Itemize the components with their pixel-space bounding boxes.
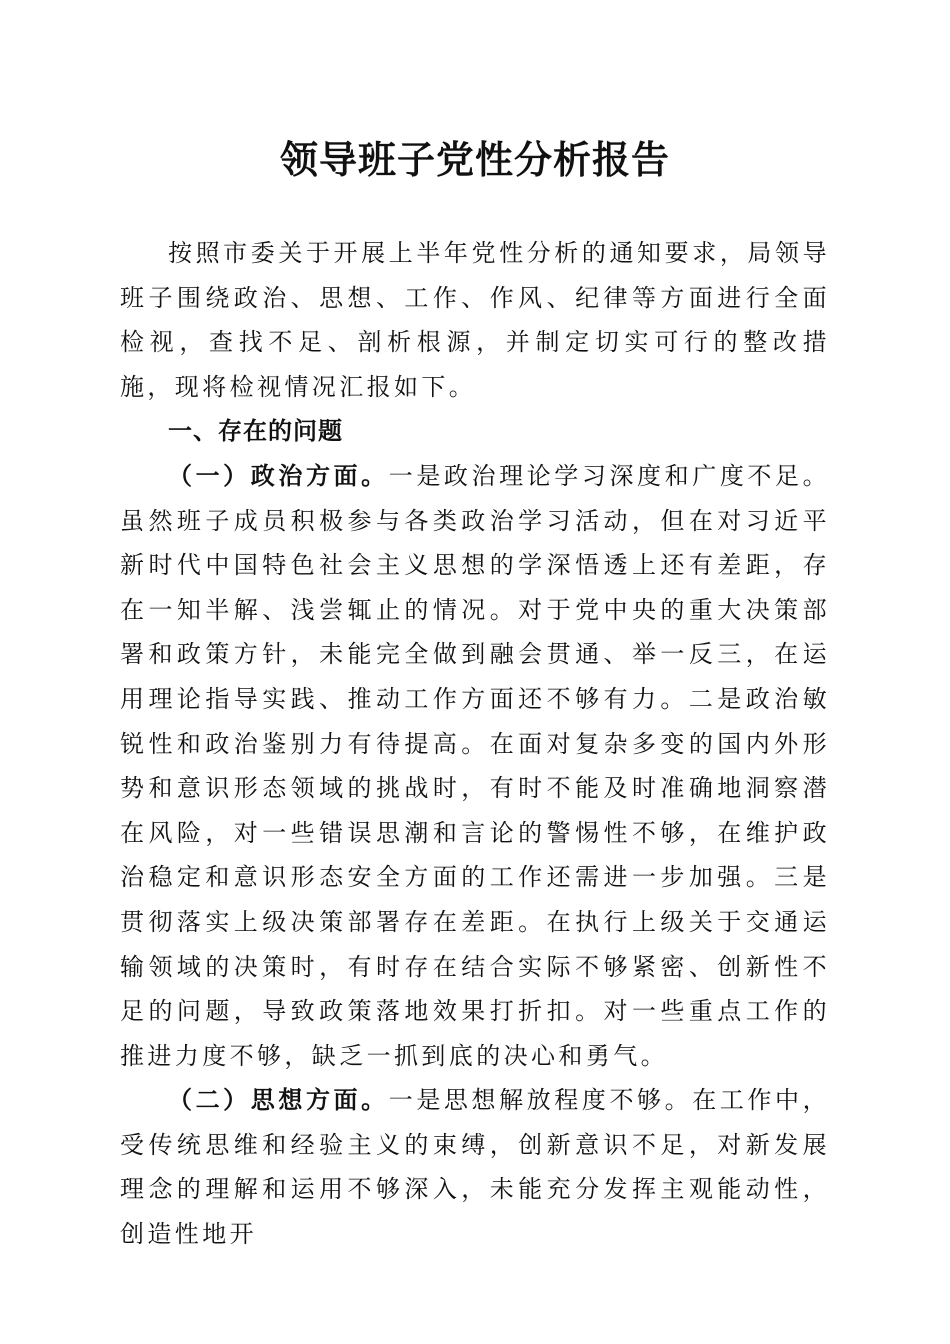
political-text: 一是政治理论学习深度和广度不足。虽然班子成员积极参与各类政治学习活动，但在对习近平新时代中国特色社会主义思想的学深悟透上还有差距，存在一知半解、浅尝辄止的情况。对于党中央的重大决策部署和政策方针，未能完全做到融会贯通、举一反三，在运用理论指导实践、推动工作方面还不够有力。二是政治敏锐性和政治鉴别力有待提高。在面对复杂多变的国内外形势和意识形态领域的挑战时，有时不能及时准确地洞察潜在风险，对一些错误思潮和言论的警惕性不够，在维护政治稳定和意识形态安全方面的工作还需进一步加强。三是贯彻落实上级决策部署存在差距。在执行上级关于交通运输领域的决策时，有时存在结合实际不够紧密、创新性不足的问题，导致政策落地效果打折扣。对一些重点工作的推进力度不够，缺乏一抓到底的决心和勇气。 <box>120 461 830 1070</box>
intro-paragraph: 按照市委关于开展上半年党性分析的通知要求，局领导班子围绕政治、思想、工作、作风、纪律等方面进行全面检视，查找不足、剖析根源，并制定切实可行的整改措施，现将检视情况汇报如下。 <box>120 239 830 401</box>
political-paragraph <box>120 454 830 1078</box>
ideological-text: 一是思想解放程度不够。在工作中，受传统思维和经验主义的束缚，创新意识不足，对新发展理念的理解和运用不够深入，未能充分发挥主观能动性，创造性地开 <box>120 1086 830 1249</box>
document-body <box>120 231 830 1257</box>
ideological-paragraph <box>120 1078 830 1256</box>
section-heading-problems: 一、存在的问题 <box>168 417 343 446</box>
political-subheading: （一）政治方面。 <box>168 461 389 490</box>
ideological-subheading: （二）思想方面。 <box>168 1086 389 1115</box>
document-title: 领导班子党性分析报告 <box>279 137 670 182</box>
